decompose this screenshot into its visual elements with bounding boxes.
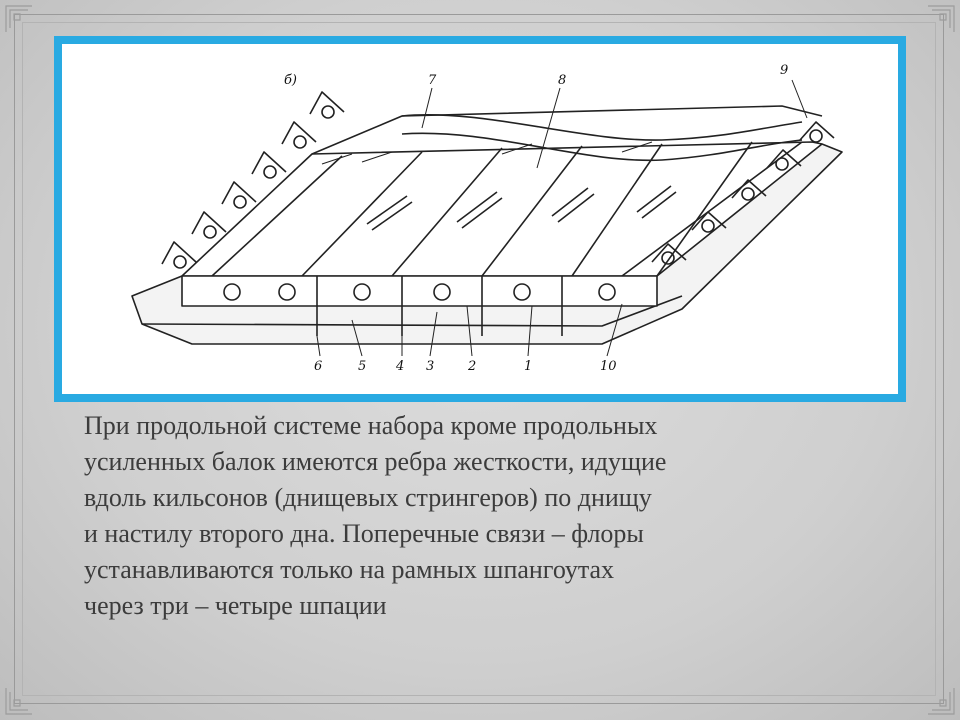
callout-10: 10 [600,359,617,374]
body-text-line: При продольной системе набора кроме продольных [84,411,658,440]
longitudinal-framing-sketch [62,44,898,394]
body-text-line: и настилу второго дна. Поперечные связи – флоры [84,519,644,548]
figure-frame [54,36,906,402]
callout-1: 1 [524,359,533,374]
callout-3: 3 [426,359,435,374]
callout-6: 6 [314,359,323,374]
corner-ornament-icon [926,686,956,716]
callout-8: 8 [558,73,567,88]
figure-panel-label: б) [284,73,298,88]
callout-2: 2 [468,359,477,374]
corner-ornament-icon [4,686,34,716]
corner-ornament-icon [926,4,956,34]
slide-body-text [84,408,884,624]
body-text-line: через три – четыре шпации [84,591,387,620]
callout-4: 4 [396,359,405,374]
callout-9: 9 [780,63,789,78]
corner-ornament-icon [4,4,34,34]
hull-structure-drawing [62,44,898,394]
callout-5: 5 [358,359,367,374]
callout-7: 7 [428,73,437,88]
body-text-line: усиленных балок имеются ребра жесткости, идущие [84,447,667,476]
body-text-line: вдоль кильсонов (днищевых стрингеров) по днищу [84,483,652,512]
body-text-line: устанавливаются только на рамных шпангоутах [84,555,615,584]
